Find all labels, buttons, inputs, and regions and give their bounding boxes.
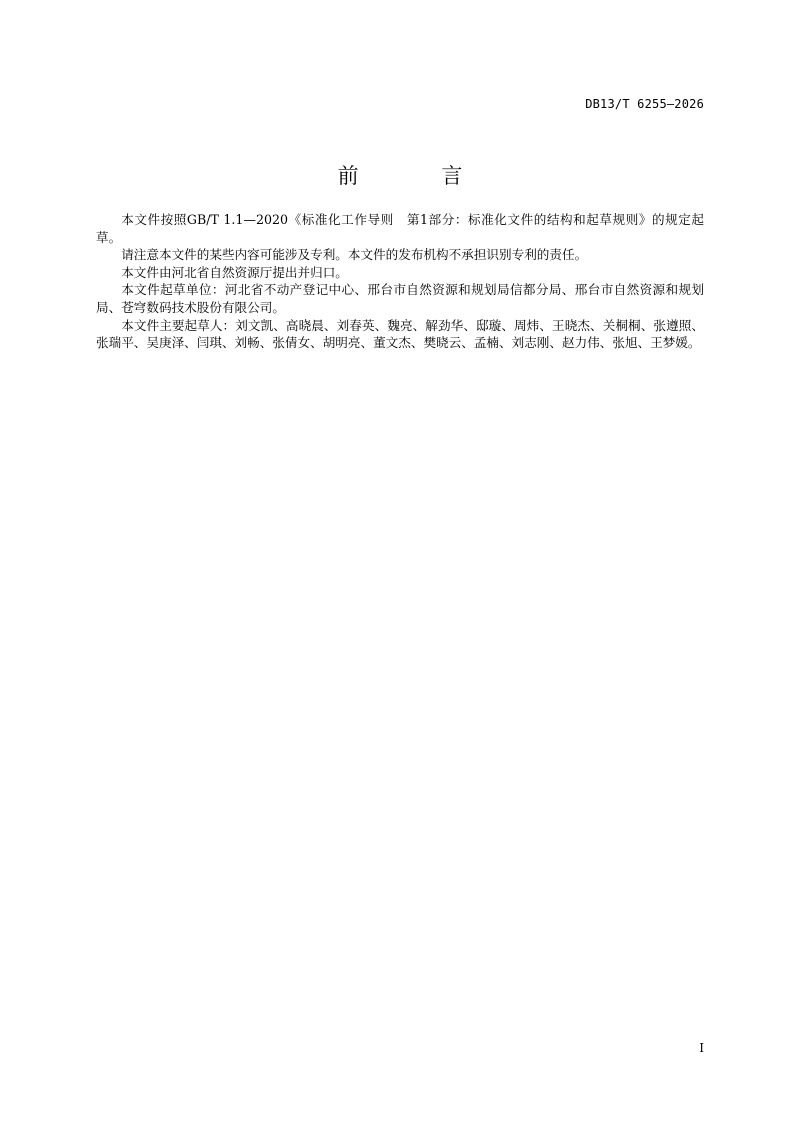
- page-title: 前 言: [337, 164, 501, 188]
- page-number: I: [699, 1041, 704, 1055]
- paragraph-drafting-units: 本文件起草单位：河北省不动产登记中心、邢台市自然资源和规划局信都分局、邢台市自然资源和规划局、苍穹数码技术股份有限公司。: [96, 282, 704, 315]
- paragraph-proposer: 本文件由河北省自然资源厅提出并归口。: [121, 264, 348, 280]
- paragraph-drafting-rules: 本文件按照GB/T 1.1—2020《标准化工作导则 第1部分：标准化文件的结构和起草规则》的规定起草。: [96, 212, 704, 245]
- paragraph-patent-notice: 请注意本文件的某些内容可能涉及专利。本文件的发布机构不承担识别专利的责任。: [121, 247, 588, 263]
- document-body: [96, 211, 704, 352]
- document-code: DB13/T 6255—2026: [585, 97, 704, 111]
- paragraph-drafters: 本文件主要起草人：刘文凯、高晓晨、刘春英、魏亮、解劲华、邸璇、周炜、王晓杰、关桐桐、张遵照、张瑞平、吴庚泽、闫琪、刘畅、张倩女、胡明亮、董文杰、樊晓云、孟楠、刘志刚、赵力伟、张旭、王梦媛。: [96, 317, 704, 351]
